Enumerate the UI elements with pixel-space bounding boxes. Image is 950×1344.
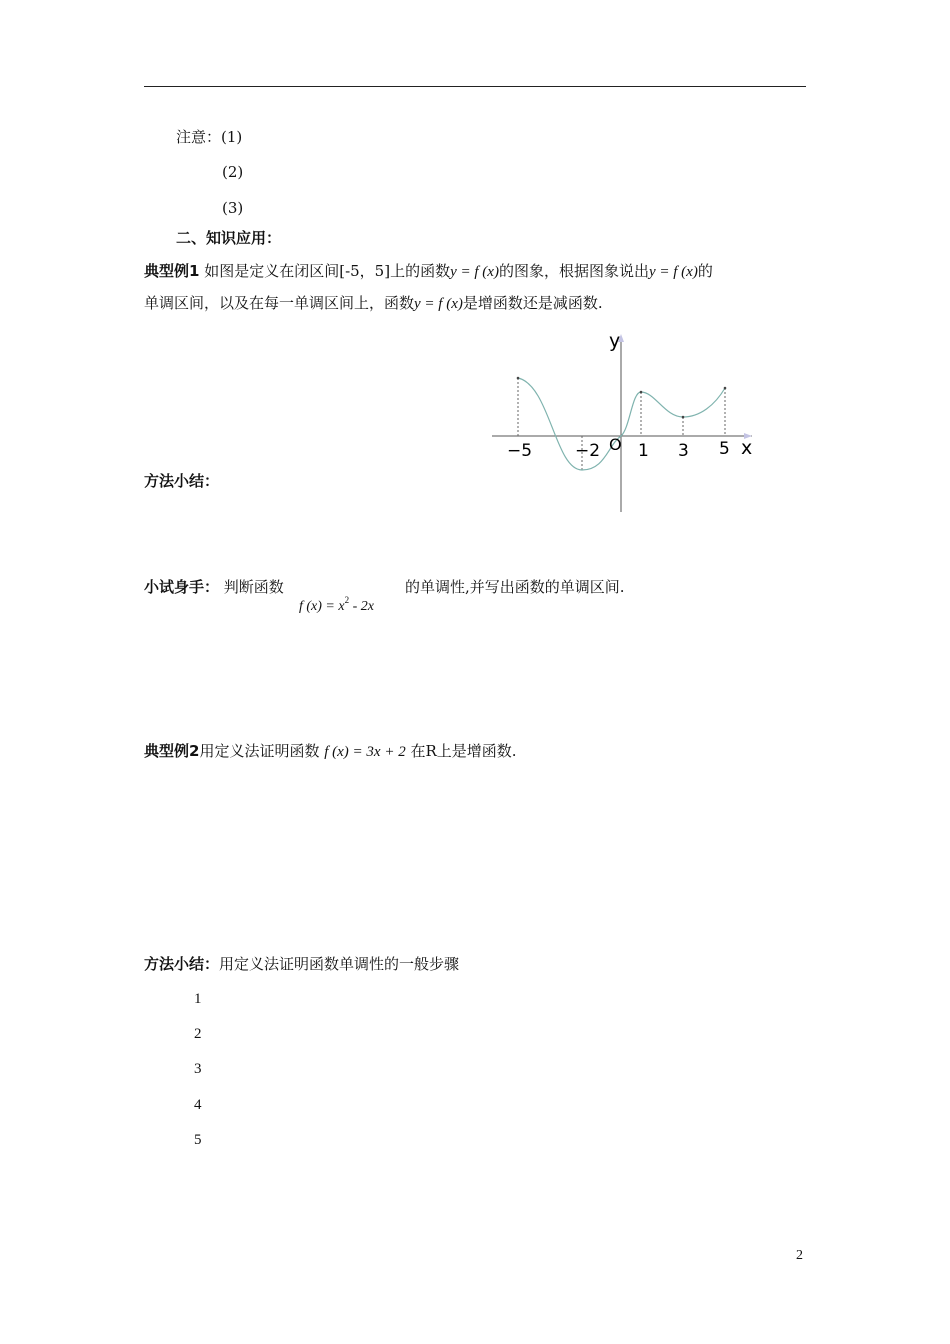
- x-axis-label: x: [741, 437, 753, 459]
- try-it-formula-base: f (x) = x: [299, 599, 345, 614]
- step-5: 5: [194, 1132, 202, 1148]
- try-it-text-b: 的单调性,并写出函数的单调区间.: [405, 578, 625, 596]
- note-label: 注意：: [176, 128, 222, 146]
- try-it-formula: [299, 590, 374, 617]
- note-item-2: (2): [222, 163, 244, 181]
- note-item-3: (3): [222, 199, 244, 217]
- example1-text-e: 是增函数还是减函数.: [462, 294, 603, 312]
- point-x3: [682, 416, 685, 419]
- page-number: 2: [796, 1248, 803, 1263]
- tick-label-1: 1: [638, 441, 649, 461]
- try-it-formula-rest: - 2x: [349, 599, 374, 614]
- try-it-line: [144, 577, 284, 597]
- example1-text-c: 的: [697, 262, 713, 280]
- method-summary-1: 方法小结：: [144, 472, 220, 490]
- example1-formula-1: y = f (x): [450, 264, 499, 280]
- header-rule: [144, 86, 806, 87]
- example1-label: 典型例1: [144, 262, 200, 280]
- section-title: 二、知识应用：: [176, 229, 282, 247]
- tick-label-5: 5: [719, 439, 730, 459]
- note-item-1: (1): [221, 128, 243, 146]
- method-summary-2: [144, 954, 459, 974]
- example1-formula-3: y = f (x): [414, 296, 463, 312]
- point-x-5: [517, 377, 520, 380]
- example1-text-a: 如图是定义在闭区间[-5，5]上的函数: [204, 262, 451, 280]
- origin-label: O: [609, 435, 622, 454]
- step-2: 2: [194, 1026, 202, 1042]
- step-4: 4: [194, 1097, 202, 1113]
- tick-label-neg5: −5: [507, 441, 533, 461]
- tick-label-neg2: −2: [575, 441, 601, 461]
- tick-label-3: 3: [678, 441, 689, 461]
- example2-formula: f (x) = 3x + 2: [324, 744, 406, 760]
- point-x5: [724, 387, 727, 390]
- example2-text-a: 用定义法证明函数: [199, 742, 320, 760]
- example1-formula-2: y = f (x): [648, 264, 698, 280]
- try-it-formula-exponent: 2: [344, 595, 350, 605]
- example1-line1: [144, 261, 713, 282]
- example1-text-b: 的图象，根据图象说出: [498, 262, 649, 280]
- example2-label: 典型例2: [144, 742, 200, 760]
- try-it-text-a: 判断函数: [223, 578, 284, 596]
- step-1: 1: [194, 991, 202, 1007]
- example1-line2: [144, 293, 603, 314]
- try-it-label: 小试身手：: [144, 578, 220, 596]
- example2-text-b: 在R上是增函数.: [410, 742, 517, 760]
- point-x1: [640, 391, 643, 394]
- y-axis-label: y: [609, 330, 621, 352]
- step-3: 3: [194, 1061, 202, 1077]
- method-summary-2-text: 用定义法证明函数单调性的一般步骤: [219, 955, 460, 973]
- function-graph: [480, 328, 770, 518]
- example2-line: [144, 741, 517, 762]
- note-line-1: [176, 127, 242, 147]
- example1-text-d: 单调区间，以及在每一单调区间上，函数: [144, 294, 415, 312]
- method-summary-2-label: 方法小结：: [144, 955, 220, 973]
